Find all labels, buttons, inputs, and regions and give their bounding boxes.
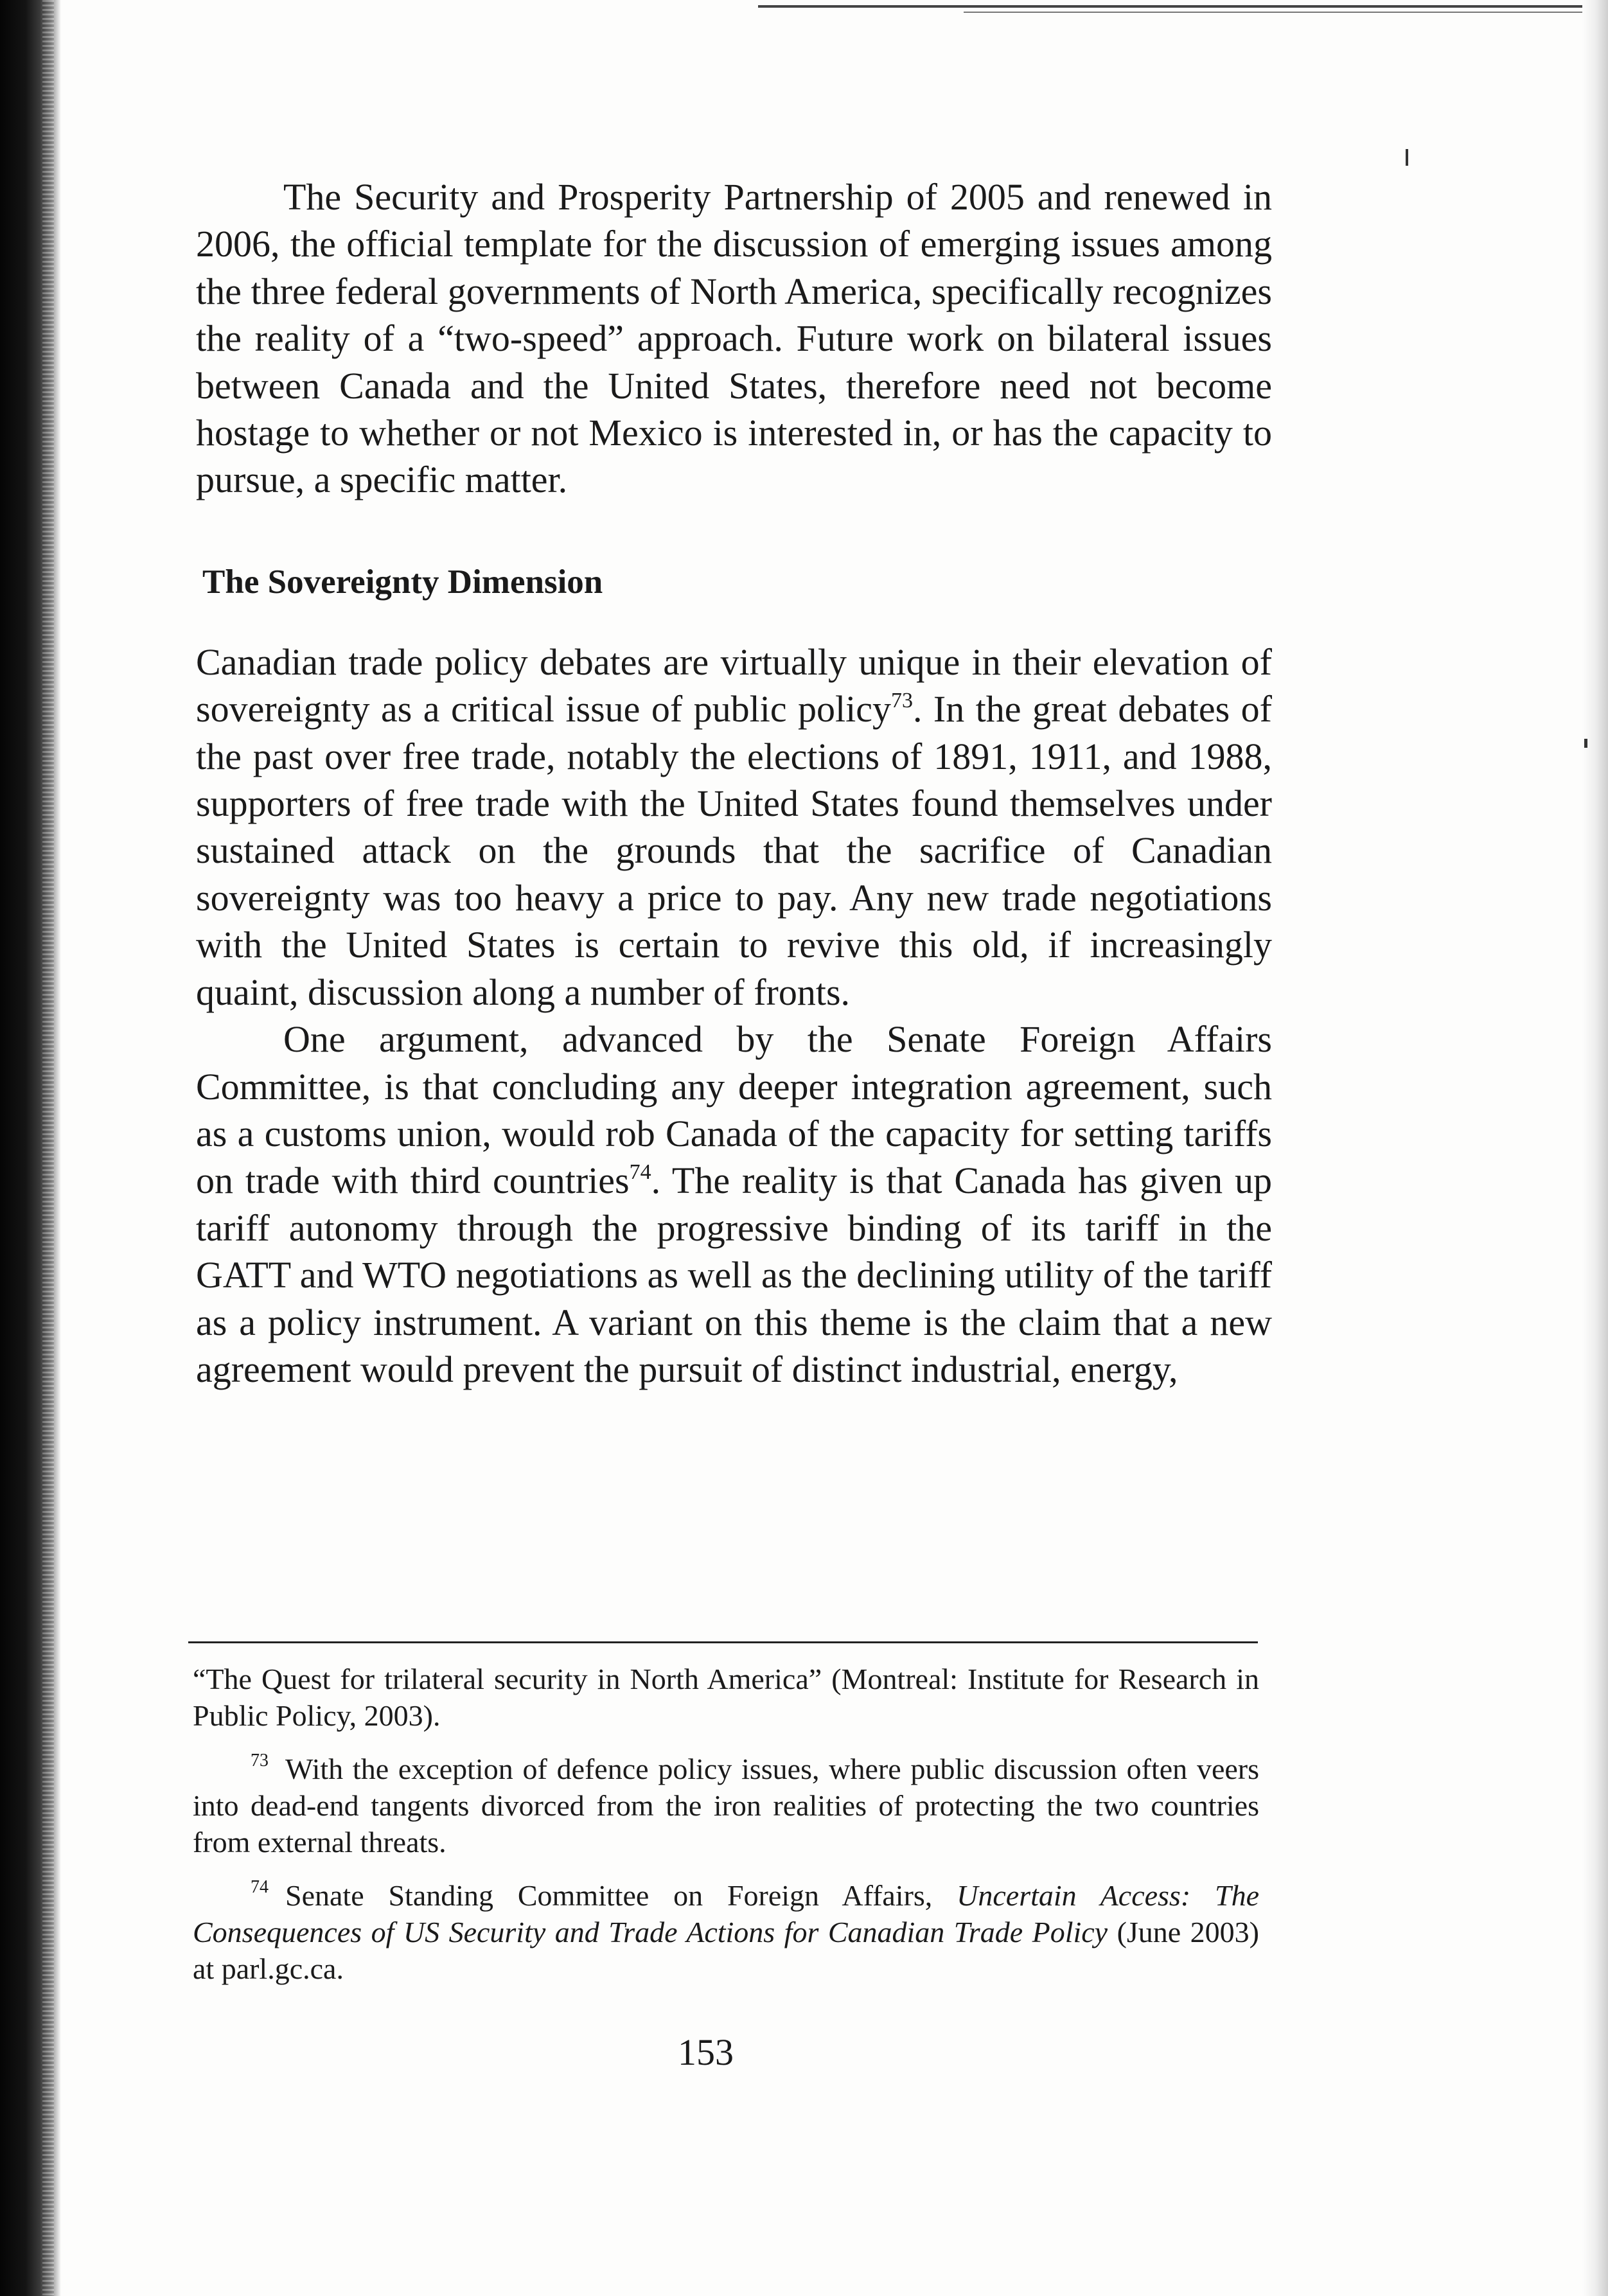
footnote-reference-73[interactable]: 73 [890, 689, 913, 713]
footnote-reference-74[interactable]: 74 [629, 1160, 651, 1185]
bottom-page-curl [0, 2197, 1608, 2296]
paragraph-text: . In the great debates of the past over free trade, notably the elections of 1891, 1911, and 1988, supporters of free trade with the United States found themselves under sustained attack on the grounds that the sacrifice of Canadian sovereignty was too heavy a price to pay. Any new trade negotiations with the United States is certain to revive this old, if increasingly quaint, discussion along a number of fronts. [196, 688, 1272, 1013]
right-page-shadow [1582, 0, 1608, 2296]
footnote-mark-73: 73 [251, 1751, 269, 1771]
footnote-text: With the exception of defence policy issues, where public discussion often veers into dead-end tangents divorced from the iron realities of protecting the two countries from external threats. [193, 1753, 1259, 1859]
binding-texture [42, 0, 54, 2296]
footnote-text: Senate Standing Committee on Foreign Affairs, [285, 1879, 957, 1912]
footnote-continued: “The Quest for trilateral security in North America” (Montreal: Institute for Research in Public Policy, 2003). [193, 1663, 1259, 1732]
paragraph-text: Canadian trade policy debates are virtually unique in their elevation of sovereignty as a critical issue of public policy [196, 640, 1272, 730]
footnote-divider [188, 1641, 1258, 1643]
footnote-73 [193, 1751, 1259, 1860]
top-edge-line [758, 5, 1608, 8]
page-number: 153 [678, 2031, 734, 2073]
intro-paragraph: The Security and Prosperity Partnership of 2005 and renewed in 2006, the official template for the discussion of emerging issues among the three federal governments of North America, specifically recognizes the reality of a “two-speed” approach. Future work on bilateral issues between Canada and the United States, therefore need not become hostage to whether or not Mexico is interested in, or has the capacity to pursue, a specific matter. [196, 176, 1272, 501]
footnote-74 [193, 1877, 1259, 1987]
footnotes-section [193, 1661, 1259, 2004]
main-text-column [196, 173, 1272, 1393]
footnote-mark-74: 74 [251, 1877, 269, 1897]
stray-mark [1584, 739, 1587, 748]
top-edge-line-secondary [964, 12, 1608, 13]
paragraph-text: . The reality is that Canada has given up tariff autonomy through the progressive binding of its tariff in the GATT and WTO negotiations as well as the declining utility of the tariff as a policy instrument. A variant on this theme is the claim that a new agreement would prevent the pursuit of distinct industrial, energy, [196, 1160, 1272, 1390]
cited-report-title: Uncertain Access: The Consequences of US Security and Trade Actions for Canadian Trade Policy [193, 1879, 1259, 1948]
footnote-text: (June 2003) at parl.gc.ca. [193, 1916, 1259, 1985]
paragraph-senate-argument [196, 1016, 1272, 1393]
section-heading: The Sovereignty Dimension [202, 563, 603, 601]
paragraph-text: One argument, advanced by the Senate Foreign Affairs Committee, is that concluding any deeper integration agreement, such as a customs union, would rob Canada of the capacity for setting tariffs on trade with third countries [196, 1018, 1272, 1202]
paragraph-sovereignty-debates [196, 639, 1272, 1016]
stray-mark [1406, 149, 1408, 166]
